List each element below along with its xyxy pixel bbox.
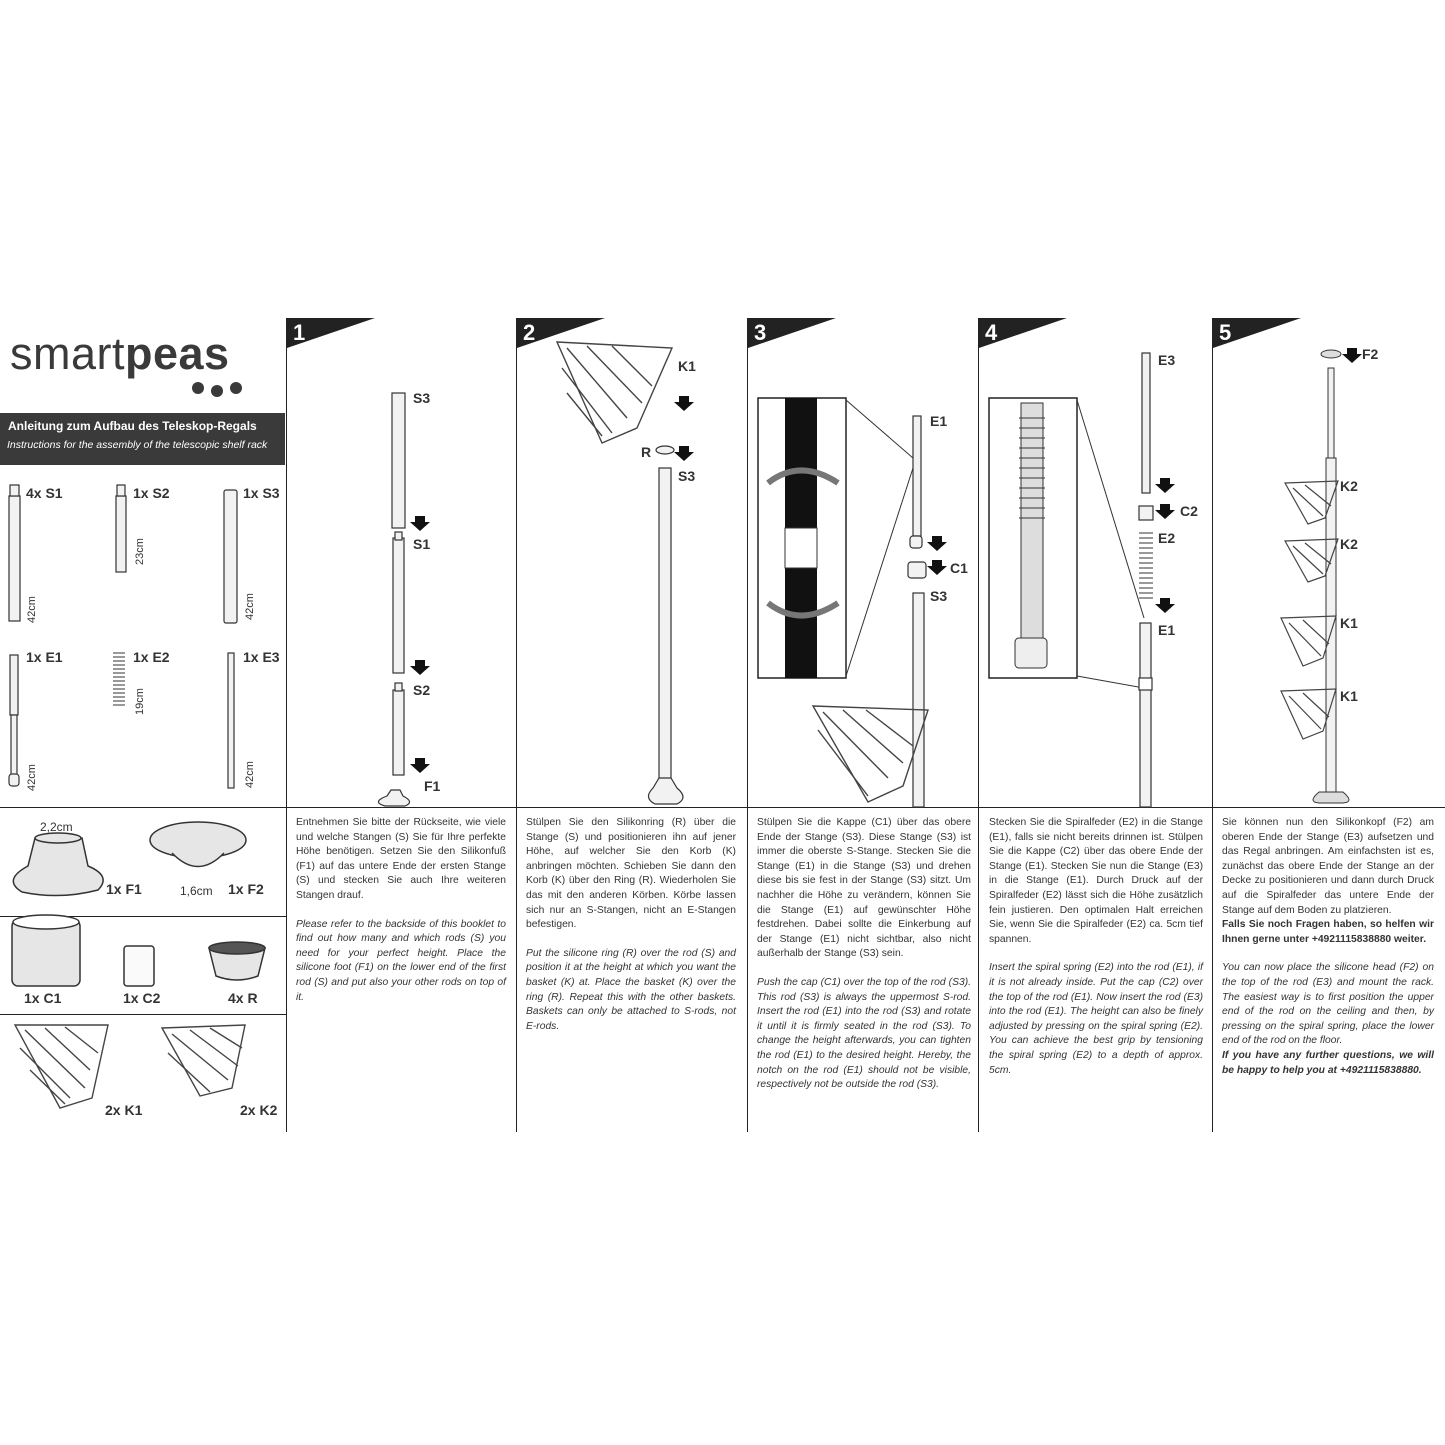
part-e2-label: 1x E2	[133, 649, 170, 665]
step-3-label-c1: C1	[950, 560, 968, 576]
step-1-label-s1: S1	[413, 536, 431, 552]
dim-f1: 2,2cm	[40, 820, 73, 834]
step-3-label-s3: S3	[930, 588, 948, 604]
length-e2: 19cm	[134, 688, 146, 715]
step-5-number: 5	[1219, 320, 1232, 345]
step-4-text-de: Stecken Sie die Spiralfeder (E2) in die Stange (E1), falls sie nicht bereits drinnen ist. Stülpen Sie die Kappe (C2) über das obere Ende der Stange (E1). Stecken Sie nun die Stange (E3) in die Stange (E1). Durch Druck auf der Spiralfeder (E2) lässt sich die Höhe zusätzlich fein justieren. Den optimalen Halt erreichen Sie, wenn Sie die Spiralfeder (E2) ca. 5cm tief spannen.	[989, 817, 1203, 945]
part-k2-label: 2x K2	[240, 1102, 278, 1118]
step-2-label-s3: S3	[678, 468, 696, 484]
step-3-text	[757, 816, 971, 1107]
part-r-label: 4x R	[228, 990, 258, 1006]
step-5-text-de-contact: Falls Sie noch Fragen haben, so helfen wir Ihnen gerne unter +4921115838880 weiter.	[1222, 919, 1434, 945]
step-5-label-f2: F2	[1362, 346, 1379, 362]
part-c1-label: 1x C1	[24, 990, 62, 1006]
brand-bold: peas	[125, 328, 230, 379]
step-2-label-k1: K1	[678, 358, 696, 374]
step-2-text	[526, 816, 736, 1048]
length-s1: 42cm	[26, 596, 38, 623]
length-e3: 42cm	[244, 761, 256, 788]
part-s3-label: 1x S3	[243, 485, 280, 501]
step-5-illustration	[1213, 318, 1445, 807]
step-5-text-en-contact: If you have any further questions, we will be happy to help you at +4921115838880.	[1222, 1049, 1434, 1076]
step-2-label-r: R	[641, 444, 652, 460]
step-1-text	[296, 816, 506, 1019]
step-4-text-en: Insert the spiral spring (E2) into the rod (E1), if it is not already inside. Put the cap (C2) over the top of the rod (E1). Now insert the rod (E3) into the rod (E1). The height can also be finely adjusted by pressing on the spiral spring (E2). You can achieve the best grip by tensioning the spiral spring (E2) to a depth of approx. 5cm.	[989, 962, 1203, 1076]
step-4-label-e1: E1	[1158, 622, 1176, 638]
step-4-illustration	[979, 318, 1212, 807]
part-e1-label: 1x E1	[26, 649, 63, 665]
step-5-text-de: Sie können nun den Silikonkopf (F2) am oberen Ende der Stange (E3) aufsetzen und das Regal anbringen. Am einfachsten ist es, zunächst das obere Ende der Stange an der Decke zu positionieren und dann durch Druck auf die Spiralfeder das untere Ende der Stange auf dem Boden zu platzieren.	[1222, 817, 1434, 916]
step-3-text-de: Stülpen Sie die Kappe (C1) über das obere Ende der Stange (S3). Diese Stange (S3) ist immer die oberste S-Stange. Stecken Sie die Stange (E1) in die Stange (S3) und drehen diese bis sie fest in der Stange (S3) sitzt. Um nachher die Höhe zu verändern, können Sie die Stange (E1) auf gewünschter Höhe festdrehen. Dabei sollte die Einkerbung auf der Stange (E1) nicht sichtbar, also nicht außerhalb der Stange (S3) sein.	[757, 817, 971, 960]
length-e1: 42cm	[26, 764, 38, 791]
instruction-sheet	[0, 318, 1445, 1132]
banner-title-de: Anleitung zum Aufbau des Teleskop-Regals	[8, 419, 257, 433]
step-5-label-k2: K2	[1340, 536, 1358, 552]
part-e3-label: 1x E3	[243, 649, 280, 665]
step-5-text	[1222, 816, 1434, 1092]
banner-title-en: Instructions for the assembly of the telescopic shelf rack	[7, 439, 268, 451]
brand-logo	[10, 328, 230, 380]
length-s3: 42cm	[244, 593, 256, 620]
part-s2-label: 1x S2	[133, 485, 170, 501]
step-1-number: 1	[293, 320, 306, 345]
step-1-label-f1: F1	[424, 778, 441, 794]
logo-dots-icon	[190, 378, 270, 398]
step-4-number: 4	[985, 320, 998, 345]
length-s2: 23cm	[134, 538, 146, 565]
step-5-text-en: You can now place the silicone head (F2) on the top of the rod (E3) and mount the rack. The easiest way is to first position the upper end of the rod on the ceiling and then, by pressing on the spiral spring, place the lower end of the rod on the floor.	[1222, 962, 1434, 1047]
step-3-illustration	[748, 318, 978, 807]
part-k1-label: 2x K1	[105, 1102, 143, 1118]
step-1-text-de: Entnehmen Sie bitte der Rückseite, wie viele und welche Stangen (S) Sie für Ihre perfekte Höhe benötigen. Setzen Sie den Silikonfuß (F1) auf das untere Ende der ersten Stange (S) und stecken Sie auch Ihre weiteren Stangen drauf.	[296, 817, 506, 901]
step-5-label-k1: K1	[1340, 688, 1358, 704]
step-2-text-en: Put the silicone ring (R) over the rod (S) and position it at the height at which you want the basket (K) at. Place the basket (K) over the ring (R). Repeat this with the other baskets. Baskets can only be attached to S-rods, not E-rods.	[526, 947, 736, 1032]
step-4-label-e2: E2	[1158, 530, 1176, 546]
part-c2-label: 1x C2	[123, 990, 161, 1006]
step-4-text	[989, 816, 1203, 1092]
step-2-illustration	[517, 318, 747, 807]
step-3-label-e1: E1	[930, 413, 948, 429]
step-2-text-de: Stülpen Sie den Silikonring (R) über die Stange (S) und positionieren ihn auf jener Höhe, auf welcher Sie den Korb (K) anbringen möchten. Schieben Sie dann den Korb (K) über den Ring (R). Wiederholen Sie das mit den anderen Körben. Körbe lassen sich nur an S-Stangen, nicht an E-Stangen befestigen.	[526, 817, 736, 931]
step-5-label-k1-top: K1	[1340, 615, 1358, 631]
dim-f2: 1,6cm	[180, 884, 213, 898]
step-5-label-k2-top: K2	[1340, 478, 1358, 494]
step-1-label-s2: S2	[413, 682, 431, 698]
step-1-label-s3: S3	[413, 390, 431, 406]
step-4-label-e3: E3	[1158, 352, 1176, 368]
accessories-diagram	[0, 808, 286, 1132]
step-1-illustration	[287, 318, 516, 807]
parts-diagram	[0, 478, 286, 808]
step-2-number: 2	[523, 320, 536, 345]
step-3-number: 3	[754, 320, 767, 345]
step-4-label-c2: C2	[1180, 503, 1198, 519]
part-f2-label: 1x F2	[228, 881, 264, 897]
title-banner	[0, 413, 285, 465]
step-1-text-en: Please refer to the backside of this booklet to find out how many and which rods (S) you need for your perfect height. Place the silicone foot (F1) on the lower end of the first rod (S) and put also your other rods on top of it.	[296, 918, 506, 1003]
brand-light: smart	[10, 328, 125, 379]
part-s1-label: 4x S1	[26, 485, 63, 501]
step-3-text-en: Push the cap (C1) over the top of the rod (S3). This rod (S3) is always the uppermost S-rod. Insert the rod (E1) into the rod (S3) and rotate it until it is firmly seated in the rod (S3). To change the height afterwards, you can tighten the rod (E1) to the desired height. Hereby, the notch on the rod (E1) should not be visible, respectively not be outside the rod (S3).	[757, 976, 971, 1091]
part-f1-label: 1x F1	[106, 881, 142, 897]
